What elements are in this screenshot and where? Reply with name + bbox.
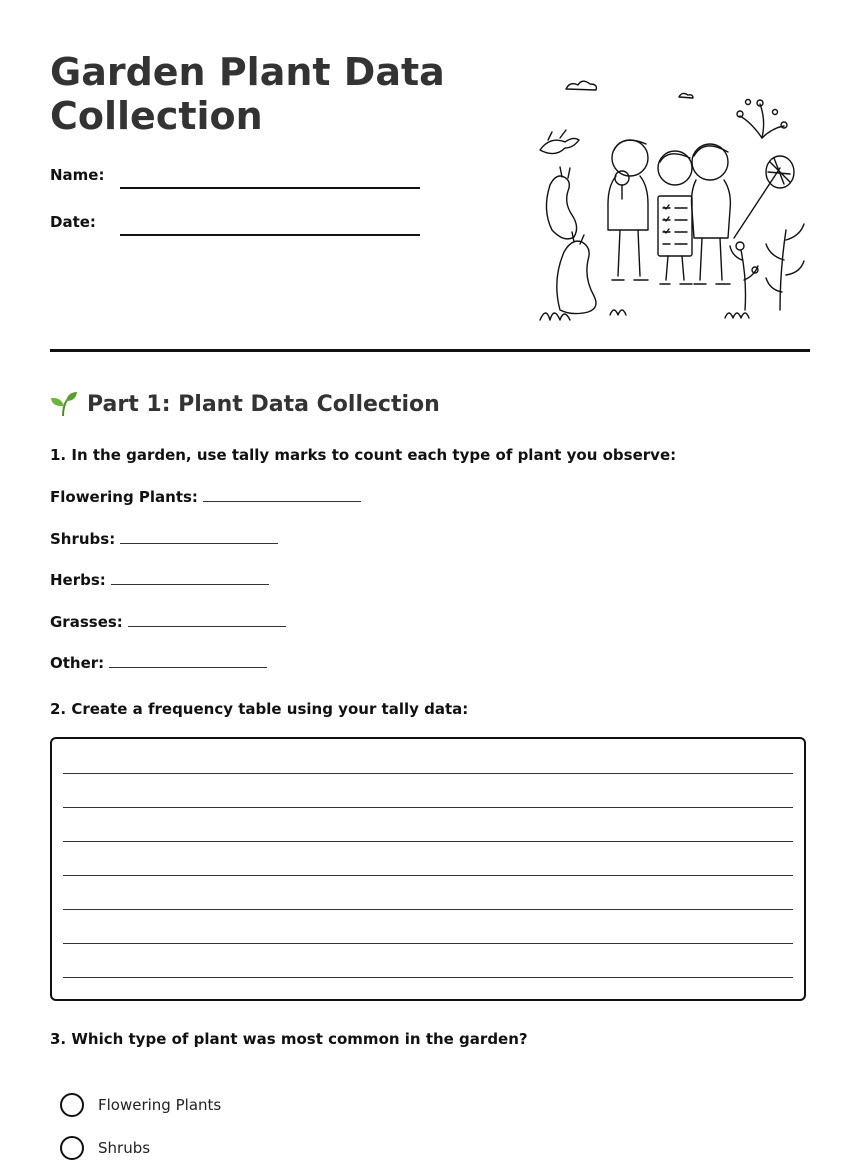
tally-row-flowering (50, 488, 361, 506)
writing-line (63, 773, 793, 774)
writing-line (63, 875, 793, 876)
tally-blank[interactable] (203, 488, 361, 502)
option-shrubs[interactable] (60, 1136, 150, 1160)
tally-label: Shrubs: (50, 530, 116, 548)
radio-button[interactable] (60, 1136, 84, 1160)
writing-line (63, 807, 793, 808)
question-1: 1. In the garden, use tally marks to count each type of plant you observe: (50, 446, 677, 464)
tally-row-grasses (50, 613, 286, 631)
tally-blank[interactable] (128, 613, 286, 627)
tally-label: Herbs: (50, 571, 106, 589)
name-label: Name: (50, 166, 105, 184)
writing-line (63, 977, 793, 978)
tally-blank[interactable] (111, 571, 269, 585)
option-flowering-plants[interactable] (60, 1093, 221, 1117)
children-garden-illustration (530, 70, 815, 325)
writing-line (63, 909, 793, 910)
frequency-table-box[interactable] (50, 737, 806, 1001)
date-label: Date: (50, 213, 96, 231)
tally-row-herbs (50, 571, 269, 589)
radio-button[interactable] (60, 1093, 84, 1117)
tally-blank[interactable] (109, 654, 267, 668)
tally-row-other (50, 654, 267, 672)
tally-row-shrubs (50, 530, 278, 548)
sprout-icon (50, 391, 78, 417)
header-divider (50, 349, 810, 352)
option-label: Shrubs (98, 1139, 151, 1157)
tally-blank[interactable] (120, 530, 278, 544)
part1-title: Part 1: Plant Data Collection (87, 391, 440, 417)
tally-label: Flowering Plants: (50, 488, 198, 506)
writing-line (63, 841, 793, 842)
page-title: Garden Plant Data Collection (50, 50, 445, 138)
question-3: 3. Which type of plant was most common in the garden? (50, 1030, 528, 1048)
tally-label: Grasses: (50, 613, 123, 631)
part1-heading (50, 388, 440, 420)
question-2: 2. Create a frequency table using your tally data: (50, 700, 469, 718)
writing-line (63, 943, 793, 944)
option-label: Flowering Plants (98, 1096, 222, 1114)
tally-label: Other: (50, 654, 105, 672)
date-field[interactable] (120, 234, 420, 236)
name-field[interactable] (120, 187, 420, 189)
